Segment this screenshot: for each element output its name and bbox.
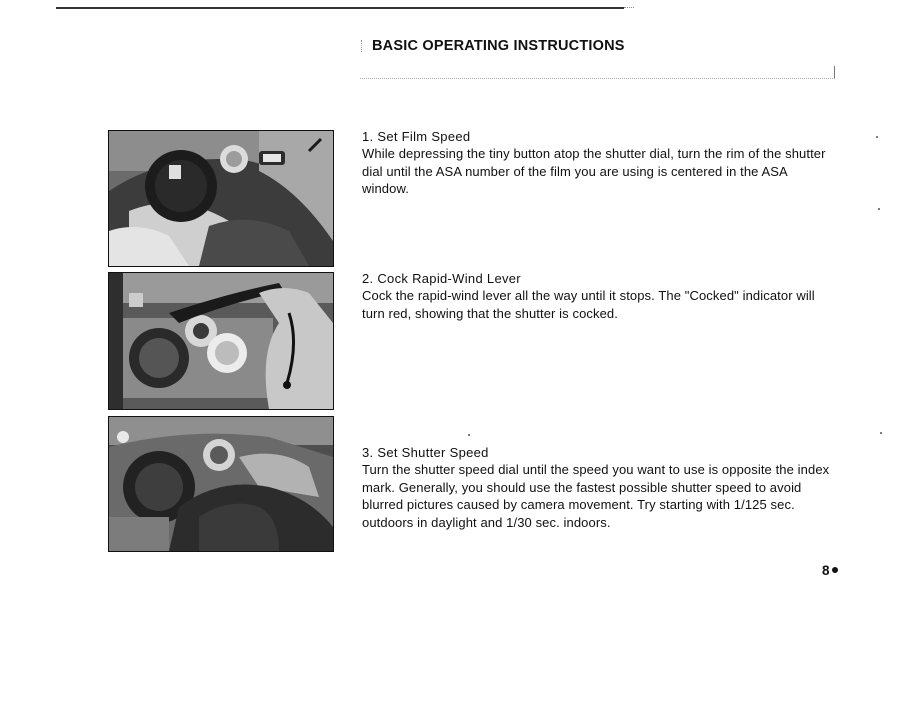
step-title: 1. Set Film Speed — [362, 129, 471, 144]
step-body: Turn the shutter speed dial until the speed you want to use is opposite the index mark. Generally, you should use the fastest possible shutter speed to avoid blurred pictures caused by camera movement. Try starting with 1/125 sec. outdoors in daylight and 1/30 sec. indoors. — [362, 462, 830, 530]
top-rule — [56, 7, 624, 9]
heading-tick — [361, 40, 362, 52]
photo-set-film-speed — [108, 130, 334, 267]
scan-speck — [878, 208, 880, 210]
step-set-shutter-speed — [362, 444, 832, 531]
photo-cock-rapid-wind-lever — [108, 272, 334, 410]
step-title: 3. Set Shutter Speed — [362, 445, 489, 460]
step-body: Cock the rapid-wind lever all the way until it stops. The "Cocked" indicator will turn red, showing that the shutter is cocked. — [362, 288, 815, 321]
scan-speck — [876, 136, 878, 138]
step-body: While depressing the tiny button atop the shutter dial, turn the rim of the shutter dial until the ASA number of the film you are using is centered in the ASA window. — [362, 146, 826, 196]
step-cock-rapid-wind-lever — [362, 270, 832, 322]
scan-speck — [880, 432, 882, 434]
page-number-value: 8 — [822, 563, 830, 578]
heading-rule — [360, 78, 835, 79]
scan-speck — [468, 434, 470, 436]
top-rule-tail — [624, 7, 634, 8]
photo-set-shutter-speed — [108, 416, 334, 552]
step-title: 2. Cock Rapid-Wind Lever — [362, 271, 521, 286]
page-heading: BASIC OPERATING INSTRUCTIONS — [372, 38, 625, 54]
heading-rule-end — [834, 66, 835, 78]
page-number-dot — [832, 567, 838, 573]
page-number — [822, 563, 838, 578]
step-set-film-speed — [362, 128, 832, 198]
